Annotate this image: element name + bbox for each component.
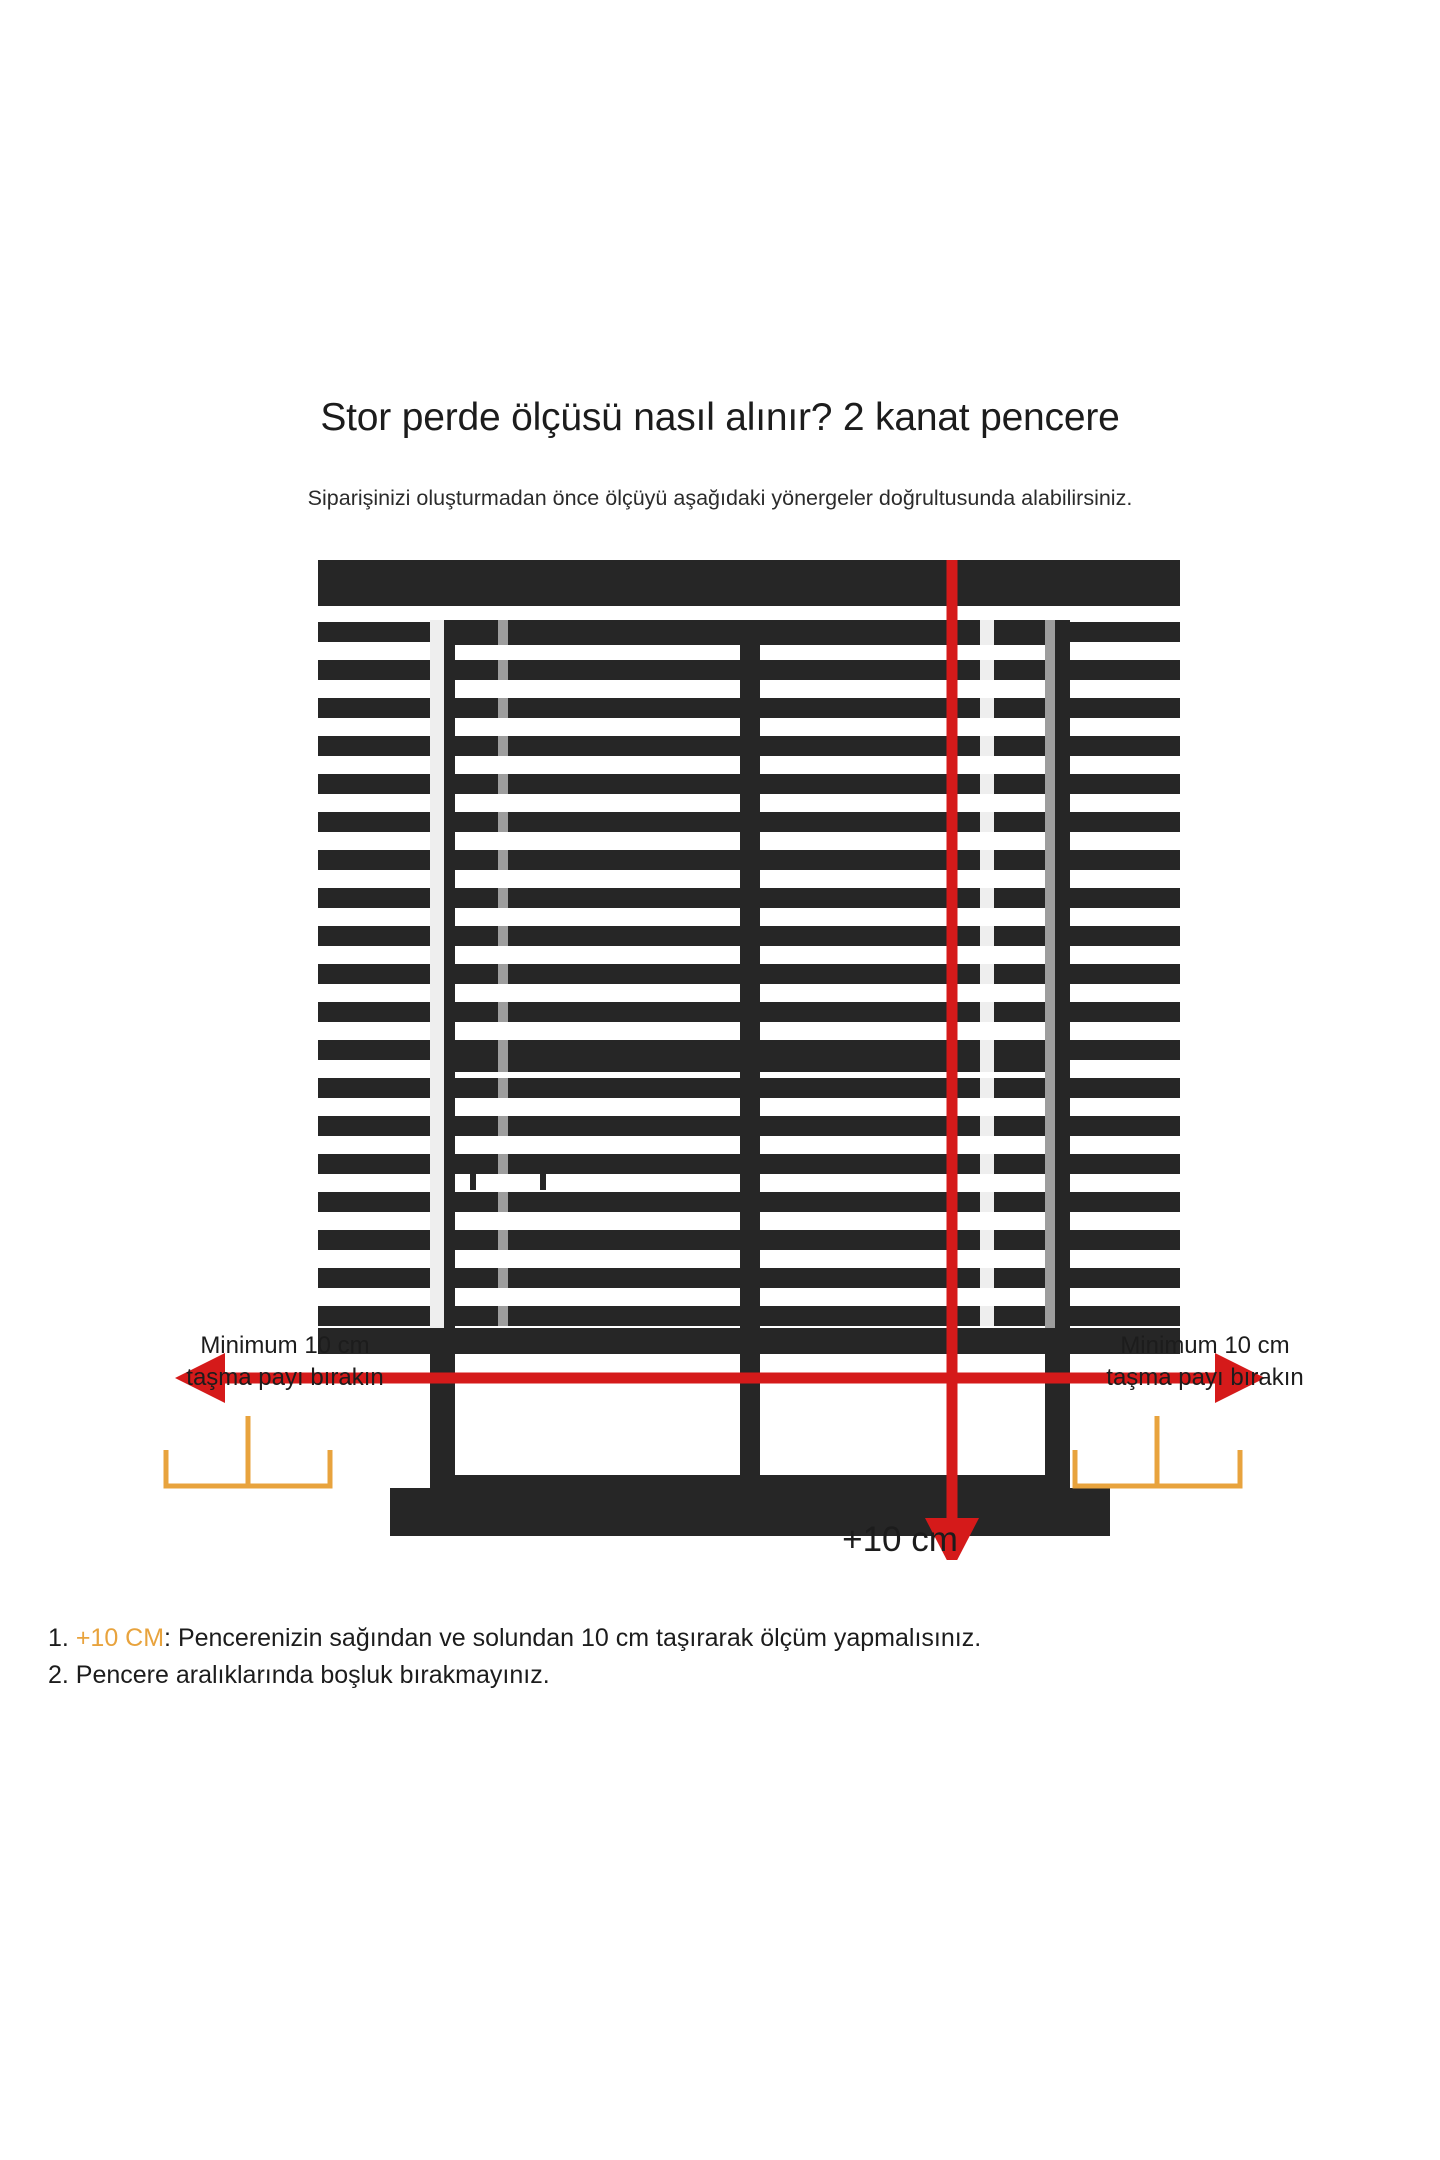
left-overhang-label bbox=[130, 1330, 440, 1393]
left-overhang-label-line2: taşma payı bırakın bbox=[186, 1363, 384, 1391]
note-item-2: 2. Pencere aralıklarında boşluk bırakmayınız. bbox=[48, 1661, 550, 1689]
left-overhang-label-line1: Minimum 10 cm bbox=[200, 1332, 370, 1359]
page-title: Stor perde ölçüsü nasıl alınır? 2 kanat pencere bbox=[320, 396, 1120, 439]
right-overhang-label-line1: Minimum 10 cm bbox=[1120, 1332, 1290, 1359]
note-1-highlight: +10 CM bbox=[75, 1624, 165, 1652]
right-overhang-label-line2: taşma payı bırakın bbox=[1106, 1363, 1304, 1391]
bottom-overhang-label: +10 cm bbox=[842, 1520, 958, 1559]
note-1-number: 1. bbox=[48, 1624, 69, 1652]
note-1-text: : Pencerenizin sağından ve solundan 10 cm taşırarak ölçüm yapmalısınız. bbox=[164, 1624, 982, 1652]
notes-list bbox=[48, 1620, 1408, 1694]
note-item-1 bbox=[48, 1620, 1408, 1657]
measurement-diagram bbox=[0, 560, 1440, 1560]
right-overhang-label bbox=[1040, 1330, 1370, 1393]
right-bracket bbox=[1075, 1416, 1240, 1486]
left-bracket bbox=[166, 1416, 330, 1486]
page-subtitle: Siparişinizi oluşturmadan önce ölçüyü aşağıdaki yönergeler doğrultusunda alabilirsiniz. bbox=[307, 486, 1133, 510]
